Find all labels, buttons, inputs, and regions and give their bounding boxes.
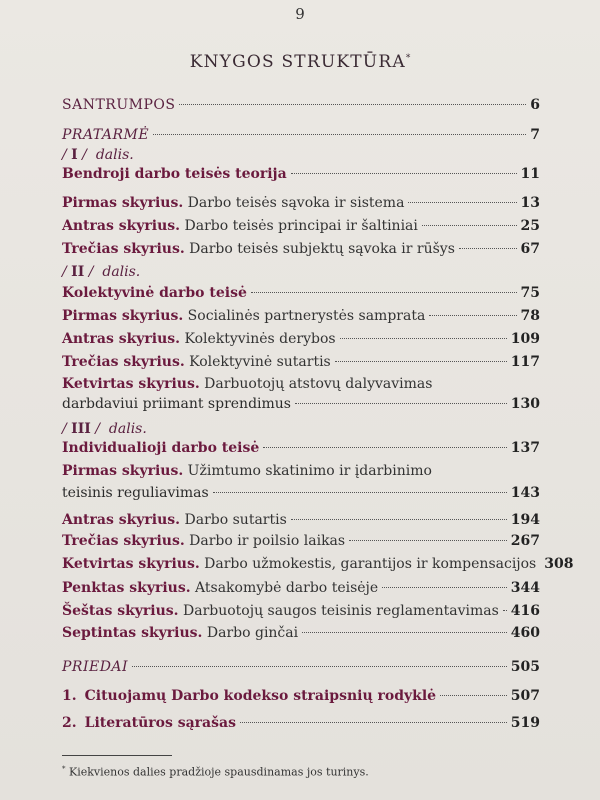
toc-entry-pratarme	[62, 127, 540, 145]
part-word: dalis.	[95, 147, 134, 163]
part-numeral: III	[71, 421, 91, 437]
toc-page-number: 519	[510, 715, 540, 731]
page-number: 9	[295, 5, 305, 23]
toc-page-number: 143	[510, 485, 540, 501]
toc-chapter	[62, 308, 540, 326]
chapter-title: Darbo teisės principai ir šaltiniai	[184, 218, 418, 234]
leader-dots	[153, 134, 526, 135]
toc-chapter	[62, 556, 574, 574]
chapter-number: Pirmas skyrius.	[62, 463, 184, 479]
leader-dots	[291, 173, 517, 174]
page-title	[0, 52, 600, 72]
part-word: dalis.	[108, 421, 147, 437]
toc-entry-santrumpos	[62, 97, 540, 115]
toc-chapter	[62, 241, 540, 259]
chapter-number: Trečias skyrius.	[62, 241, 185, 257]
toc-appendix-item	[62, 688, 540, 706]
toc-page-number: 460	[510, 625, 540, 641]
toc-page-number: 13	[520, 195, 540, 211]
chapter-title: Darbo teisės sąvoka ir sistema	[187, 195, 405, 211]
toc-part-heading	[62, 166, 540, 184]
toc-chapter	[62, 354, 540, 372]
toc-page-number: 137	[510, 440, 540, 456]
chapter-title: Darbuotojų atstovų dalyvavimas	[204, 376, 433, 392]
part-word: dalis.	[102, 264, 141, 280]
toc-page-number: 267	[510, 533, 540, 549]
leader-dots	[179, 104, 526, 105]
leader-dots	[440, 695, 507, 696]
leader-dots	[335, 361, 507, 362]
toc-chapter	[62, 533, 540, 551]
toc-page-number: 194	[510, 512, 540, 528]
toc-entry-label: PRIEDAI	[62, 659, 129, 675]
leader-dots	[349, 540, 507, 541]
chapter-title: Darbo teisės subjektų sąvoka ir rūšys	[189, 241, 455, 257]
toc-entry-label: PRATARMĖ	[62, 127, 150, 143]
chapter-title: Darbuotojų saugos teisinis reglamentavimas	[183, 603, 499, 619]
toc-page-number: 25	[520, 218, 540, 234]
toc-page-number: 117	[510, 354, 540, 370]
leader-dots	[459, 248, 517, 249]
chapter-title-continued: darbdaviui priimant sprendimus	[62, 396, 291, 412]
chapter-number: Ketvirtas skyrius.	[62, 376, 200, 392]
toc-page-number: 67	[520, 241, 540, 257]
chapter-title: Kolektyvinė sutartis	[189, 354, 331, 370]
chapter-title: Darbo sutartis	[184, 512, 287, 528]
toc-part-heading	[62, 285, 540, 303]
leader-dots	[132, 666, 507, 667]
chapter-number: Antras skyrius.	[62, 331, 181, 347]
appendix-number: 1.	[62, 688, 77, 704]
footnote-text: Kiekvienos dalies pradžioje spausdinamas jos turinys.	[69, 765, 369, 779]
footnote	[62, 765, 369, 779]
toc-appendix-item	[62, 715, 540, 733]
toc-page-number: 505	[510, 659, 540, 675]
chapter-title: Darbo ir poilsio laikas	[189, 533, 346, 549]
toc-chapter	[62, 603, 540, 621]
chapter-number: Antras skyrius.	[62, 512, 181, 528]
part-marker: / I / dalis.	[62, 147, 134, 163]
part-heading: Kolektyvinė darbo teisė	[62, 285, 247, 301]
toc-page-number: 109	[510, 331, 540, 347]
chapter-number: Pirmas skyrius.	[62, 308, 184, 324]
toc-chapter	[62, 195, 540, 213]
chapter-title: Atsakomybė darbo teisėje	[195, 580, 379, 596]
footnote-mark: *	[62, 765, 66, 773]
toc-chapter-first-line	[62, 376, 432, 392]
part-numeral: II	[71, 264, 85, 280]
toc-page-number: 130	[510, 396, 540, 412]
leader-dots	[240, 722, 507, 723]
part-numeral: I	[71, 147, 78, 163]
leader-dots	[422, 225, 517, 226]
toc-entry-label: SANTRUMPOS	[62, 97, 176, 113]
toc-chapter	[62, 331, 540, 349]
chapter-title: Socialinės partnerystės samprata	[187, 308, 426, 324]
part-heading: Bendroji darbo teisės teorija	[62, 166, 287, 182]
title-footnote-mark: *	[405, 53, 411, 64]
toc-chapter	[62, 512, 540, 530]
toc-chapter-first-line	[62, 463, 432, 479]
leader-dots	[340, 338, 507, 339]
leader-dots	[503, 610, 507, 611]
toc-chapter-continuation	[62, 396, 540, 414]
toc-chapter	[62, 625, 540, 643]
leader-dots	[213, 492, 507, 493]
leader-dots	[408, 202, 516, 203]
leader-dots	[302, 632, 507, 633]
toc-page-number: 7	[530, 127, 540, 143]
chapter-title: Darbo užmokestis, garantijos ir kompensacijos	[204, 556, 537, 572]
appendix-title: Cituojamų Darbo kodekso straipsnių rodyklė	[84, 688, 437, 704]
leader-dots	[251, 292, 517, 293]
title-text: KNYGOS STRUKTŪRA	[189, 52, 406, 72]
chapter-number: Septintas skyrius.	[62, 625, 203, 641]
chapter-number: Šeštas skyrius.	[62, 603, 179, 619]
toc-entry-priedai	[62, 659, 540, 677]
chapter-number: Ketvirtas skyrius.	[62, 556, 200, 572]
leader-dots	[295, 403, 507, 404]
toc-page-number: 344	[510, 580, 540, 596]
appendix-number: 2.	[62, 715, 77, 731]
leader-dots	[263, 447, 506, 448]
leader-dots	[382, 587, 507, 588]
toc-page-number: 507	[510, 688, 540, 704]
part-marker: / III / dalis.	[62, 421, 147, 437]
toc-chapter-continuation	[62, 485, 540, 503]
footnote-rule	[62, 755, 172, 756]
toc-page-number: 75	[520, 285, 540, 301]
toc-page-number: 416	[510, 603, 540, 619]
toc-chapter	[62, 218, 540, 236]
toc-page-number: 6	[530, 97, 540, 113]
leader-dots	[291, 519, 507, 520]
toc-part-heading	[62, 440, 540, 458]
appendix-title: Literatūros sąrašas	[84, 715, 236, 731]
chapter-number: Trečias skyrius.	[62, 354, 185, 370]
toc-page-number: 78	[520, 308, 540, 324]
chapter-number: Penktas skyrius.	[62, 580, 191, 596]
part-heading: Individualioji darbo teisė	[62, 440, 260, 456]
part-marker: / II / dalis.	[62, 264, 141, 280]
toc-page-number: 308	[544, 556, 574, 572]
chapter-title: Kolektyvinės derybos	[184, 331, 336, 347]
toc-page-number: 11	[520, 166, 540, 182]
chapter-title: Užimtumo skatinimo ir įdarbinimo	[187, 463, 432, 479]
leader-dots	[429, 315, 516, 316]
chapter-title-continued: teisinis reguliavimas	[62, 485, 209, 501]
chapter-number: Antras skyrius.	[62, 218, 181, 234]
chapter-number: Trečias skyrius.	[62, 533, 185, 549]
toc-chapter	[62, 580, 540, 598]
chapter-title: Darbo ginčai	[206, 625, 299, 641]
chapter-number: Pirmas skyrius.	[62, 195, 184, 211]
